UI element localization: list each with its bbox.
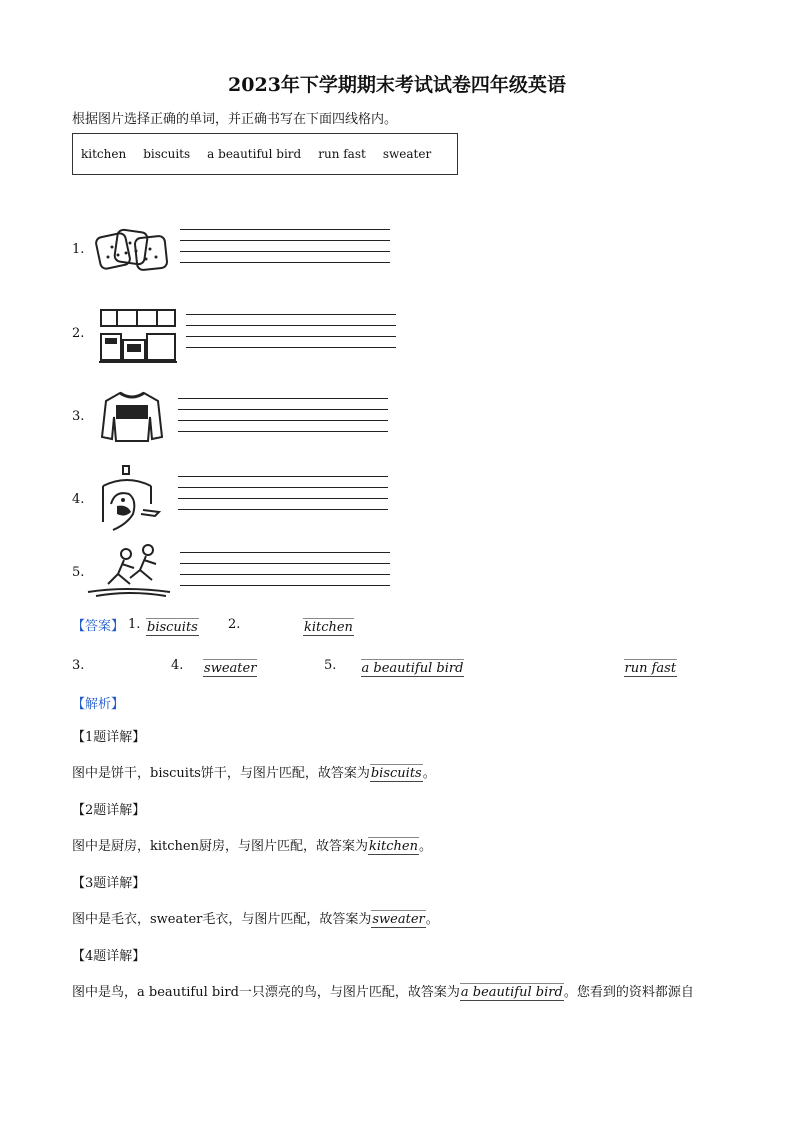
bird-icon xyxy=(97,464,163,534)
writing-lines[interactable] xyxy=(186,314,396,358)
biscuits-icon xyxy=(92,225,176,277)
page-title: 2023年下学期期末考试试卷四年级英语 xyxy=(228,74,566,96)
answer-number: 1. xyxy=(128,617,141,632)
detail-text: 图中是鸟，a beautiful bird一只漂亮的鸟，与图片匹配，故答案为a beautiful bird。您看到的资料都源自 xyxy=(72,985,694,1000)
answer-label: 【答案】 xyxy=(72,619,125,634)
sweater-icon xyxy=(100,387,164,445)
detail-heading: 【1题详解】 xyxy=(72,730,146,745)
writing-lines[interactable] xyxy=(178,398,388,442)
word-bank-item: a beautiful bird xyxy=(207,147,302,161)
answer-text: sweater xyxy=(204,661,257,676)
answer-number: 5. xyxy=(324,658,337,673)
detail-text: 图中是毛衣，sweater毛衣，与图片匹配，故答案为sweater。 xyxy=(72,912,439,927)
word-bank-item: kitchen xyxy=(81,147,127,161)
answer-number: 2. xyxy=(228,617,241,632)
answer-number: 3. xyxy=(72,658,85,673)
word-bank-item: run fast xyxy=(318,147,366,161)
writing-lines[interactable] xyxy=(178,476,388,520)
detail-text: 图中是饼干，biscuits饼干，与图片匹配，故答案为biscuits。 xyxy=(72,766,436,781)
word-bank-item: sweater xyxy=(382,147,432,161)
analysis-label: 【解析】 xyxy=(72,697,125,712)
running-icon xyxy=(86,544,172,598)
answer-text: kitchen xyxy=(303,620,353,635)
question-number: 1. xyxy=(72,242,85,257)
question-number: 3. xyxy=(72,409,85,424)
kitchen-icon xyxy=(97,306,179,364)
answer-text: run fast xyxy=(624,661,677,676)
writing-lines[interactable] xyxy=(180,229,390,273)
writing-lines[interactable] xyxy=(180,552,390,596)
question-number: 5. xyxy=(72,565,85,580)
answer-number: 4. xyxy=(171,658,184,673)
detail-heading: 【4题详解】 xyxy=(72,949,146,964)
detail-heading: 【2题详解】 xyxy=(72,803,146,818)
detail-text: 图中是厨房，kitchen厨房，与图片匹配，故答案为kitchen。 xyxy=(72,839,432,854)
detail-heading: 【3题详解】 xyxy=(72,876,146,891)
word-bank xyxy=(72,133,458,175)
instruction: 根据图片选择正确的单词，并正确书写在下面四线格内。 xyxy=(72,112,398,127)
question-number: 4. xyxy=(72,492,85,507)
answer-text: a beautiful bird xyxy=(361,661,464,676)
word-bank-item: biscuits xyxy=(143,147,191,161)
answer-text: biscuits xyxy=(147,620,198,635)
question-number: 2. xyxy=(72,326,85,341)
